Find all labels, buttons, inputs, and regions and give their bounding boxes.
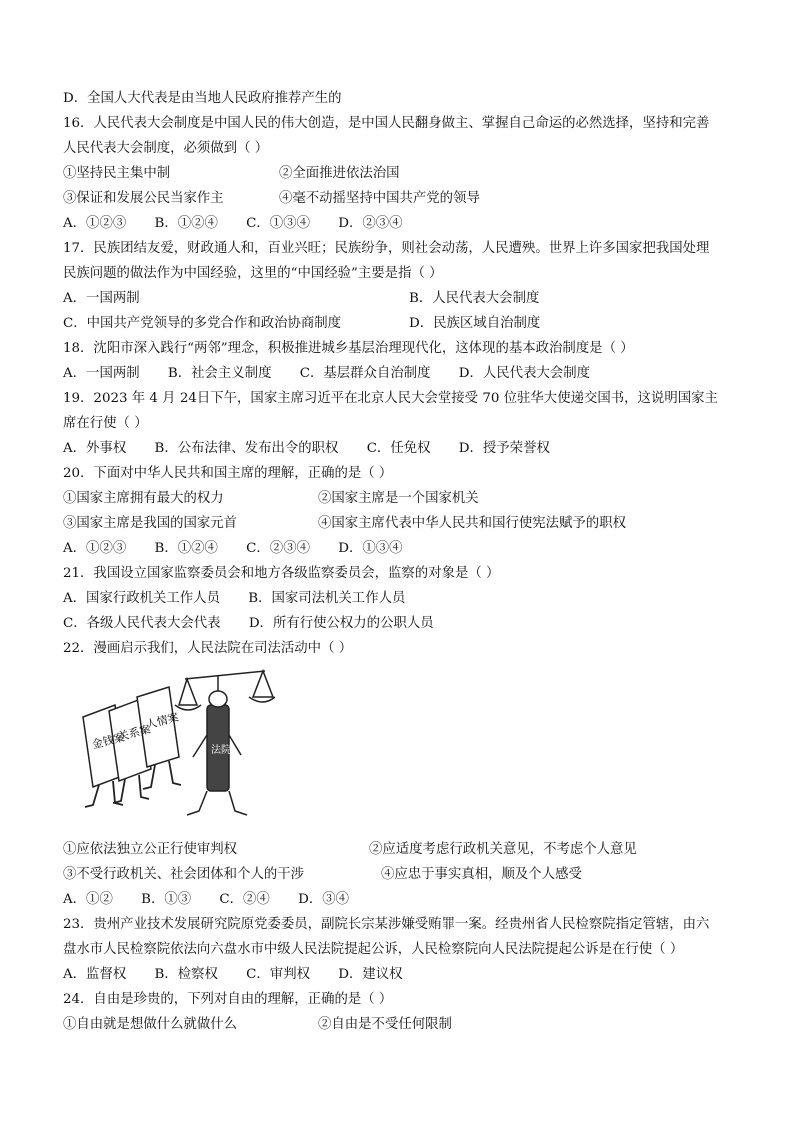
q24-statements-row1 [63, 1012, 743, 1037]
q16-stem-line1: 16．人民代表大会制度是中国人民的伟大创造，是中国人民翻身做主、掌握自己命运的必然选择，坚持和完善 [63, 116, 710, 131]
q16-statement-2: ②全面推进依法治国 [279, 166, 400, 181]
q19-options [63, 436, 743, 461]
q16-statement-1: ①坚持民主集中制 [63, 166, 171, 181]
q24-stem: 24．自由是珍贵的，下列对自由的理解，正确的是（ ） [63, 992, 393, 1007]
q20-statements-row2 [63, 511, 743, 536]
q21-option-c[interactable]: C．各级人民代表大会代表 [63, 616, 221, 631]
q21-option-b[interactable]: B．国家司法机关工作人员 [248, 591, 406, 606]
q17-options-row1 [63, 286, 743, 311]
q24-statement-2: ②自由是不受任何限制 [318, 1017, 452, 1032]
cartoon-sign-favor-label: 人情案 [144, 710, 180, 732]
q20-stem: 20．下面对中华人民共和国主席的理解，正确的是（ ） [63, 466, 393, 481]
q19-option-a[interactable]: A．外事权 [63, 441, 127, 456]
q22-statement-2: ②应适度考虑行政机关意见，不考虑个人意见 [369, 842, 637, 857]
q21-stem: 21．我国设立国家监察委员会和地方各级监察委员会，监察的对象是（ ） [63, 566, 500, 581]
q17-stem-line1: 17．民族团结友爱，财政通人和，百业兴旺；民族纷争，则社会动荡，人民遭殃。世界上许多国家把我国处理 [63, 241, 710, 256]
q16-options [63, 211, 743, 236]
q22-statement-4: ④应忠于事实真相，顺及个人感受 [381, 867, 582, 882]
q18-option-d[interactable]: D．人民代表大会制度 [458, 366, 591, 381]
cartoon-judge-head [209, 691, 227, 707]
q20-option-c[interactable]: C．②③④ [246, 541, 310, 556]
q18-option-c[interactable]: C．基层群众自治制度 [299, 366, 431, 381]
q19-stem-line1: 19．2023 年 4 月 24日下午，国家主席习近平在北京人民大会堂接受 70 位驻华大使递交国书，这说明国家主 [63, 391, 718, 406]
q21-option-a[interactable]: A．国家行政机关工作人员 [63, 591, 220, 606]
q21-option-d[interactable]: D．所有行使公权力的公职人员 [248, 616, 434, 631]
q22-statement-1: ①应依法独立公正行使审判权 [63, 842, 238, 857]
q17-option-b[interactable]: B．人民代表大会制度 [409, 291, 540, 306]
q21-options-row1 [63, 586, 743, 611]
q16-option-a[interactable]: A．①②③ [63, 216, 127, 231]
q22-option-c[interactable]: C．②④ [219, 892, 270, 907]
q16-statement-3: ③保证和发展公民当家作主 [63, 191, 224, 206]
q22-cartoon [63, 665, 743, 831]
q17-option-d[interactable]: D．民族区域自治制度 [409, 316, 541, 331]
q17-option-c[interactable]: C．中国共产党领导的多党合作和政治协商制度 [63, 316, 342, 331]
q22-statements-row2 [63, 862, 743, 887]
q22-options [63, 887, 743, 912]
q19-option-c[interactable]: C．任免权 [366, 441, 431, 456]
q23-stem-line1: 23．贵州产业技术发展研究院原党委委员，副院长宗某涉嫌受贿罪一案。经贵州省人民检察院指定管辖，由六 [63, 917, 710, 932]
q17-option-a[interactable]: A．一国两制 [63, 291, 140, 306]
q20-statement-3: ③国家主席是我国的国家元首 [63, 516, 238, 531]
q19-option-d[interactable]: D．授予荣誉权 [458, 441, 550, 456]
q16-statements-row2 [63, 186, 743, 211]
q20-option-b[interactable]: B．①②④ [154, 541, 218, 556]
q23-options [63, 962, 743, 987]
q18-options [63, 361, 743, 386]
q19-stem-line2: 席在行使（ ） [63, 416, 148, 431]
cartoon-sign-relation-label: 关系案 [116, 722, 152, 744]
q23-option-a[interactable]: A．监督权 [63, 967, 127, 982]
q16-statements-row1 [63, 161, 743, 186]
cartoon-judge-label: 法院 [211, 745, 231, 756]
q17-stem-line2: 民族问题的做法作为中国经验，这里的“中国经验”主要是指（ ） [63, 266, 443, 281]
cartoon-sign-money-label: 金钱案 [90, 730, 126, 752]
q21-options-row2 [63, 611, 743, 636]
q18-stem: 18．沈阳市深入践行“两邻”理念，积极推进城乡基层治理现代化，这体现的基本政治制度是（ ） [63, 341, 634, 356]
q22-statement-3: ③不受行政机关、社会团体和个人的干涉 [63, 867, 305, 882]
q22-statements-row1 [63, 837, 743, 862]
q24-statement-1: ①自由就是想做什么就做什么 [63, 1017, 238, 1032]
q22-option-b[interactable]: B．①③ [141, 892, 192, 907]
q17-options-row2 [63, 311, 743, 336]
q23-option-d[interactable]: D．建议权 [338, 967, 403, 982]
q15-option-d: D．全国人大代表是由当地人民政府推荐产生的 [63, 91, 342, 106]
q20-statement-2: ②国家主席是一个国家机关 [318, 491, 479, 506]
q16-statement-4: ④毫不动摇坚持中国共产党的领导 [279, 191, 480, 206]
q23-option-c[interactable]: C．审判权 [246, 967, 310, 982]
q19-option-b[interactable]: B．公布法律、发布出令的职权 [154, 441, 339, 456]
q22-option-d[interactable]: D．③④ [298, 892, 349, 907]
q20-option-a[interactable]: A．①②③ [63, 541, 127, 556]
q16-option-d[interactable]: D．②③④ [338, 216, 403, 231]
q18-option-a[interactable]: A．一国两制 [63, 366, 140, 381]
q16-option-b[interactable]: B．①②④ [154, 216, 218, 231]
q18-option-b[interactable]: B．社会主义制度 [167, 366, 272, 381]
q20-statement-4: ④国家主席代表中华人民共和国行使宪法赋予的职权 [318, 516, 626, 531]
q23-option-b[interactable]: B．检察权 [154, 967, 218, 982]
q20-statement-1: ①国家主席拥有最大的权力 [63, 491, 224, 506]
q16-stem-line2: 人民代表大会制度，必须做到（ ） [63, 141, 269, 156]
q16-option-c[interactable]: C．①③④ [246, 216, 310, 231]
q22-stem: 22．漫画启示我们，人民法院在司法活动中（ ） [63, 641, 353, 656]
q20-options [63, 536, 743, 561]
q20-statements-row1 [63, 486, 743, 511]
q22-option-a[interactable]: A．①② [63, 892, 113, 907]
q20-option-d[interactable]: D．①③④ [338, 541, 403, 556]
exam-page [63, 86, 743, 1037]
cartoon-illustration [75, 665, 275, 825]
q23-stem-line2: 盘水市人民检察院依法向六盘水市中级人民法院提起公诉，人民检察院向人民法院提起公诉是在行使（ ） [63, 942, 684, 957]
